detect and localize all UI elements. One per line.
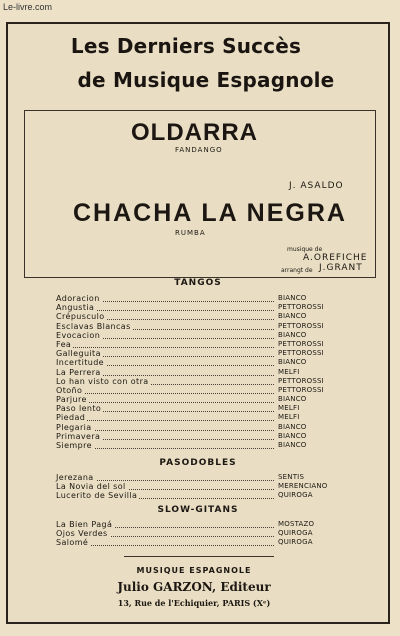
list-item <box>56 491 356 500</box>
song-composer: BIANCO <box>278 330 307 339</box>
song-composer: QUIROGA <box>278 538 313 547</box>
slow-gitans-list <box>56 520 356 548</box>
song-title: Angustia <box>56 303 95 313</box>
header-line-1: Les Derniers Succès <box>70 34 302 58</box>
list-item <box>56 368 356 377</box>
song-composer: PETTOROSSI <box>278 376 324 385</box>
song-composer: PETTOROSSI <box>278 303 324 312</box>
song-composer: MELFI <box>278 413 300 422</box>
song-composer: BIANCO <box>278 358 307 367</box>
dotted-leader <box>56 386 274 394</box>
list-item <box>56 358 356 367</box>
list-item <box>56 423 356 432</box>
list-item <box>56 529 356 538</box>
list-item <box>56 441 356 450</box>
song-title: Siempre <box>56 441 92 450</box>
list-item <box>56 482 356 491</box>
song-title: La Perrera <box>56 367 101 377</box>
song-title: Piedad <box>56 413 86 423</box>
song-title: Lo han visto con otra <box>56 376 149 386</box>
song-title: Adoracion <box>56 294 100 303</box>
list-item <box>56 473 356 482</box>
song-composer: PETTOROSSI <box>278 385 324 394</box>
song1-title: OLDARRA <box>131 119 258 146</box>
list-item <box>56 312 356 321</box>
list-item <box>56 520 356 529</box>
song-title: Fea <box>56 339 72 349</box>
song-title: Evocacion <box>56 330 101 340</box>
song-composer: SENTIS <box>278 473 305 481</box>
song-title: Ojos Verdes <box>56 529 108 539</box>
publisher-address: 13, Rue de l'Echiquier, PARIS (Xᵉ) <box>117 598 271 608</box>
tangos-list <box>56 294 356 450</box>
watermark-text: Le-livre.com <box>3 2 53 12</box>
song-composer: PETTOROSSI <box>278 339 324 348</box>
song-composer: QUIROGA <box>278 491 313 500</box>
list-item <box>56 432 356 441</box>
list-item <box>56 386 356 395</box>
song-title: Salomé <box>56 538 89 548</box>
song-composer: MELFI <box>278 404 300 413</box>
footer-line-1: MUSIQUE ESPAGNOLE <box>136 566 252 575</box>
song-title: Jerezana <box>56 473 94 482</box>
song2-composer: A.OREFICHE <box>303 253 368 263</box>
footer-divider <box>124 556 274 557</box>
list-item <box>56 404 356 413</box>
song-title: Otoño <box>56 385 83 395</box>
song-composer: MERENCIANO <box>278 482 328 491</box>
song2-title: CHACHA LA NEGRA <box>73 199 347 227</box>
song-composer: MELFI <box>278 367 300 376</box>
publisher-name: Julio GARZON, Editeur <box>117 580 271 594</box>
song2-arranger: J.GRANT <box>319 263 363 273</box>
list-item <box>56 538 356 547</box>
song2-music-label: musique de <box>287 246 323 253</box>
song-title: Paso lento <box>56 404 102 414</box>
song-title: Lucerito de Sevilla <box>56 491 138 501</box>
list-item <box>56 340 356 349</box>
song-title: Parjure <box>56 395 87 405</box>
dotted-leader <box>56 413 274 421</box>
list-item <box>56 349 356 358</box>
song-title: La Novia del sol <box>56 482 126 492</box>
song1-composer: J. ASALDO <box>289 181 344 191</box>
list-item <box>56 322 356 331</box>
section-heading-tangos: TANGOS <box>174 278 222 288</box>
song-title: Galleguita <box>56 349 101 359</box>
song-title: Plegaria <box>56 422 92 432</box>
song-composer: QUIROGA <box>278 529 313 538</box>
section-heading-slow-gitans: SLOW-GITANS <box>157 505 239 515</box>
song-composer: BIANCO <box>278 441 307 449</box>
song-composer: BIANCO <box>278 395 307 404</box>
song-title: Primavera <box>56 431 101 441</box>
song-composer: BIANCO <box>278 431 307 440</box>
song-title: Crépusculo <box>56 312 105 322</box>
dotted-leader <box>56 340 274 348</box>
song2-arranger-label: arrangt de <box>281 267 313 274</box>
page-frame <box>6 22 390 624</box>
pasodobles-list <box>56 473 356 501</box>
featured-titles-box <box>24 110 376 278</box>
list-item <box>56 413 356 422</box>
song-composer: PETTOROSSI <box>278 349 324 358</box>
list-item <box>56 331 356 340</box>
song-composer: BIANCO <box>278 422 307 431</box>
song1-genre: FANDANGO <box>175 146 223 154</box>
list-item <box>56 303 356 312</box>
song-composer: PETTOROSSI <box>278 321 324 330</box>
song2-genre: RUMBA <box>175 229 206 237</box>
list-item <box>56 294 356 303</box>
list-item <box>56 377 356 386</box>
song-title: La Bien Pagá <box>56 520 113 529</box>
song-title: Incertitude <box>56 358 105 368</box>
song-composer: BIANCO <box>278 294 307 302</box>
header-line-2: de Musique Espagnole <box>77 68 335 92</box>
song-composer: MOSTAZO <box>278 520 315 528</box>
song-composer: BIANCO <box>278 312 307 321</box>
list-item <box>56 395 356 404</box>
section-heading-pasodobles: PASODOBLES <box>159 458 237 468</box>
song-title: Esclavas Blancas <box>56 321 131 331</box>
